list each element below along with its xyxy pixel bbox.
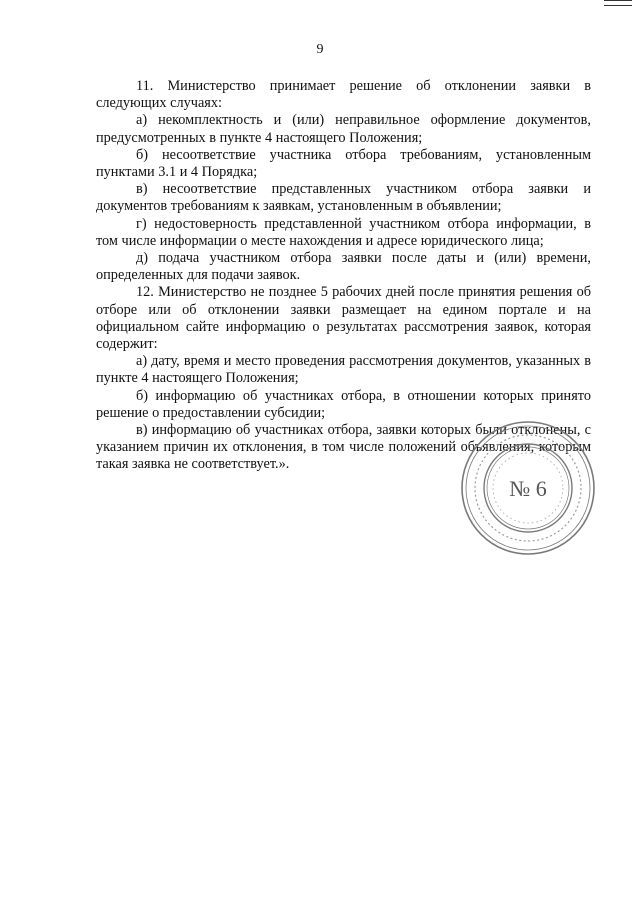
item-11-g: г) недостоверность представленной участником отбора информации, в том числе информации о месте нахождения и адресе юридического лица; bbox=[96, 215, 591, 249]
item-12-v: в) информацию об участниках отбора, заявки которых были отклонены, с указанием причин их отклонения, в том числе положений объявления, которым такая заявка не соответствует.». bbox=[96, 422, 591, 473]
paragraph-12: 12. Министерство не позднее 5 рабочих дней после принятия решения об отборе или об отклонении заявки размещает на едином портале и на официальном сайте информацию о результатах рассмотрения заявок, которая содержит: bbox=[96, 284, 591, 353]
page-number: 9 bbox=[316, 42, 324, 57]
item-11-a: а) некомплектность и (или) неправильное оформление документов, предусмотренных в пункте 4 настоящего Положения; bbox=[96, 112, 591, 146]
item-11-v: в) несоответствие представленных участником отбора заявки и документов требованиям к заявкам, установленным в объявлении; bbox=[96, 181, 591, 215]
item-12-a: а) дату, время и место проведения рассмотрения документов, указанных в пункте 4 настоящего Положения; bbox=[96, 353, 591, 387]
scan-corner-mark bbox=[604, 0, 632, 6]
item-12-b: б) информацию об участниках отбора, в отношении которых принято решение о предоставлении субсидии; bbox=[96, 387, 591, 421]
item-11-b: б) несоответствие участника отбора требованиям, установленным пунктами 3.1 и 4 Порядка; bbox=[96, 146, 591, 181]
item-11-d: д) подача участником отбора заявки после даты и (или) времени, определенных для подачи заявок. bbox=[96, 250, 591, 284]
document-body bbox=[96, 78, 591, 474]
paragraph-11: 11. Министерство принимает решение об отклонении заявки в следующих случаях: bbox=[96, 78, 591, 112]
round-stamp bbox=[458, 418, 598, 558]
stamp-number: № 6 bbox=[509, 476, 547, 501]
